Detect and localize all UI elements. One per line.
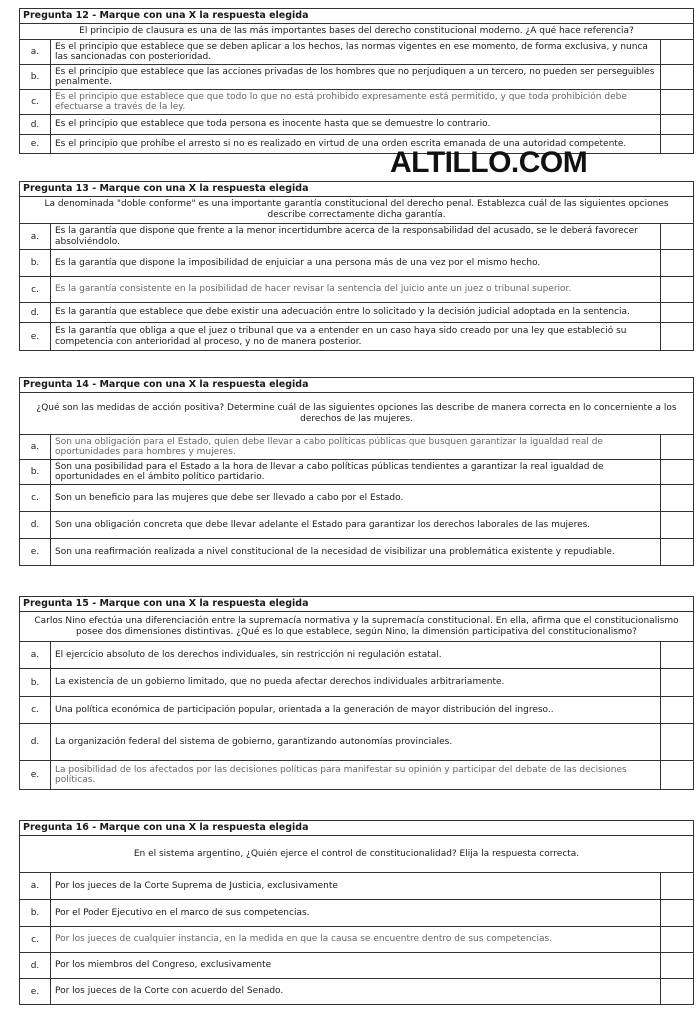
option-text: La posibilidad de los afectados por las decisiones políticas para manifestar su opinión y participar del debate de las decisiones políticas. bbox=[51, 761, 661, 789]
option-letter: b. bbox=[20, 460, 51, 484]
option-text: Es la garantía que dispone la imposibilidad de enjuiciar a una persona más de una vez por el mismo hecho. bbox=[51, 250, 661, 276]
answer-box-b[interactable] bbox=[661, 669, 693, 696]
option-text: Son una reafirmación realizada a nivel constitucional de la necesidad de visibilizar una problemática existente y repudiable. bbox=[51, 539, 661, 565]
answer-box-d[interactable] bbox=[661, 303, 693, 322]
option-text: Es el principio que establece que se deben aplicar a los hechos, las normas vigentes en ese momento, de forma exclusiva, y nunca las sancionadas con posterioridad. bbox=[51, 40, 661, 64]
answer-box-b[interactable] bbox=[661, 65, 693, 89]
answer-box-a[interactable] bbox=[661, 642, 693, 668]
option-letter: e. bbox=[20, 979, 51, 1004]
answer-box-e[interactable] bbox=[661, 323, 693, 350]
option-text: Es el principio que establece que toda persona es inocente hasta que se demuestre lo contrario. bbox=[51, 115, 661, 134]
option-row-c bbox=[20, 927, 693, 953]
answer-box-d[interactable] bbox=[661, 115, 693, 134]
question-header: Pregunta 15 - Marque con una X la respuesta elegida bbox=[20, 597, 693, 612]
answer-box-b[interactable] bbox=[661, 460, 693, 484]
answer-box-c[interactable] bbox=[661, 697, 693, 723]
option-text: Es la garantía que dispone que frente a la menor incertidumbre acerca de la responsabilidad del acusado, se le deberá favorecer absolviéndolo. bbox=[51, 224, 661, 249]
option-text: Son una obligación concreta que debe llevar adelante el Estado para garantizar los derechos laborales de las mujeres. bbox=[51, 512, 661, 538]
option-text: Por los jueces de la Corte con acuerdo del Senado. bbox=[51, 979, 661, 1004]
option-text: Es el principio que establece que que todo lo que no está prohibido expresamente está permitido, y que toda prohibición debe efectuarse a través de la ley. bbox=[51, 90, 661, 114]
option-row-a bbox=[20, 224, 693, 250]
option-row-e bbox=[20, 323, 693, 351]
answer-box-d[interactable] bbox=[661, 724, 693, 760]
question-stem: El principio de clausura es una de las más importantes bases del derecho constitucional moderno. ¿A qué hace referencia? bbox=[20, 24, 693, 40]
answer-box-e[interactable] bbox=[661, 761, 693, 789]
watermark-logo: ALTILLO.COM bbox=[390, 146, 588, 179]
option-row-b bbox=[20, 250, 693, 277]
question-14 bbox=[19, 377, 694, 566]
answer-box-a[interactable] bbox=[661, 873, 693, 899]
option-row-e bbox=[20, 135, 693, 154]
answer-box-e[interactable] bbox=[661, 979, 693, 1004]
question-16 bbox=[19, 820, 694, 1005]
option-letter: d. bbox=[20, 724, 51, 760]
answer-box-b[interactable] bbox=[661, 250, 693, 276]
answer-box-e[interactable] bbox=[661, 135, 693, 153]
option-text: El ejercicio absoluto de los derechos individuales, sin restricción ni regulación estatal. bbox=[51, 642, 661, 668]
option-text: Es la garantía que obliga a que el juez o tribunal que va a entender en un caso haya sido creado por una ley que estableció su competencia con anterioridad al proceso, y no de manera posterior. bbox=[51, 323, 661, 350]
option-text: Son un beneficio para las mujeres que debe ser llevado a cabo por el Estado. bbox=[51, 485, 661, 511]
option-letter: c. bbox=[20, 277, 51, 302]
option-text: Por los miembros del Congreso, exclusivamente bbox=[51, 953, 661, 978]
option-row-d bbox=[20, 953, 693, 979]
question-stem: En el sistema argentino, ¿Quién ejerce el control de constitucionalidad? Elija la respuesta correcta. bbox=[20, 836, 693, 873]
option-letter: b. bbox=[20, 669, 51, 696]
option-row-b bbox=[20, 900, 693, 927]
option-row-c bbox=[20, 277, 693, 303]
option-row-b bbox=[20, 65, 693, 90]
option-row-e bbox=[20, 761, 693, 790]
option-row-a bbox=[20, 642, 693, 669]
answer-box-d[interactable] bbox=[661, 953, 693, 978]
option-row-c bbox=[20, 485, 693, 512]
option-text: Es la garantía consistente en la posibilidad de hacer revisar la sentencia del juicio ante un juez o tribunal superior. bbox=[51, 277, 661, 302]
answer-box-a[interactable] bbox=[661, 224, 693, 249]
question-header: Pregunta 14 - Marque con una X la respuesta elegida bbox=[20, 378, 693, 393]
option-letter: c. bbox=[20, 485, 51, 511]
option-row-c bbox=[20, 697, 693, 724]
option-text: Por el Poder Ejecutivo en el marco de sus competencias. bbox=[51, 900, 661, 926]
answer-box-e[interactable] bbox=[661, 539, 693, 565]
option-letter: a. bbox=[20, 224, 51, 249]
option-text: Son una posibilidad para el Estado a la hora de llevar a cabo políticas públicas tendientes a garantizar la real igualdad de oportunidades en el ámbito político partidario. bbox=[51, 460, 661, 484]
option-text: Por los jueces de la Corte Suprema de Justicia, exclusivamente bbox=[51, 873, 661, 899]
option-row-e bbox=[20, 979, 693, 1005]
option-text: Son una obligación para el Estado, quien debe llevar a cabo políticas públicas que busquen garantizar la igualdad real de oportunidades para hombres y mujeres. bbox=[51, 435, 661, 459]
option-letter: d. bbox=[20, 303, 51, 322]
option-text: Por los jueces de cualquier instancia, en la medida en que la causa se encuentre dentro de sus competencias. bbox=[51, 927, 661, 952]
question-stem: Carlos Nino efectúa una diferenciación entre la supremacía normativa y la supremacía constitucional. En ella, afirma que el constitucionalismo posee dos dimensiones distintivas. ¿Qué es lo que establece, según Nino, la dimensión participativa del constitucionalismo? bbox=[20, 612, 693, 642]
option-letter: c. bbox=[20, 927, 51, 952]
option-text: La existencia de un gobierno limitado, que no pueda afectar derechos individuales arbitrariamente. bbox=[51, 669, 661, 696]
answer-box-c[interactable] bbox=[661, 485, 693, 511]
option-text: Es el principio que prohíbe el arresto si no es realizado en virtud de una orden escrita emanada de una autoridad competente. bbox=[51, 135, 661, 153]
option-letter: b. bbox=[20, 250, 51, 276]
question-15 bbox=[19, 596, 694, 790]
option-letter: e. bbox=[20, 539, 51, 565]
option-letter: d. bbox=[20, 953, 51, 978]
option-row-a bbox=[20, 873, 693, 900]
option-letter: a. bbox=[20, 40, 51, 64]
question-header: Pregunta 13 - Marque con una X la respuesta elegida bbox=[20, 182, 693, 197]
option-letter: e. bbox=[20, 761, 51, 789]
question-13 bbox=[19, 181, 694, 351]
option-row-d bbox=[20, 115, 693, 135]
option-text: La organización federal del sistema de gobierno, garantizando autonomías provinciales. bbox=[51, 724, 661, 760]
option-letter: d. bbox=[20, 115, 51, 134]
option-row-b bbox=[20, 669, 693, 697]
answer-box-c[interactable] bbox=[661, 927, 693, 952]
option-letter: a. bbox=[20, 435, 51, 459]
answer-box-c[interactable] bbox=[661, 90, 693, 114]
option-letter: c. bbox=[20, 697, 51, 723]
option-row-e bbox=[20, 539, 693, 566]
option-letter: e. bbox=[20, 323, 51, 350]
option-letter: d. bbox=[20, 512, 51, 538]
option-letter: a. bbox=[20, 642, 51, 668]
answer-box-b[interactable] bbox=[661, 900, 693, 926]
option-text: Es el principio que establece que las acciones privadas de los hombres que no perjudiquen a un tercero, no pueden ser perseguibles penalmente. bbox=[51, 65, 661, 89]
option-row-d bbox=[20, 724, 693, 761]
option-row-c bbox=[20, 90, 693, 115]
option-text: Es la garantía que establece que debe existir una adecuación entre lo solicitado y la decisión judicial adoptada en la sentencia. bbox=[51, 303, 661, 322]
option-row-d bbox=[20, 303, 693, 323]
option-letter: b. bbox=[20, 65, 51, 89]
option-letter: c. bbox=[20, 90, 51, 114]
answer-box-d[interactable] bbox=[661, 512, 693, 538]
question-header: Pregunta 16 - Marque con una X la respuesta elegida bbox=[20, 821, 693, 836]
option-row-a bbox=[20, 40, 693, 65]
option-row-b bbox=[20, 460, 693, 485]
answer-box-a[interactable] bbox=[661, 435, 693, 459]
question-12 bbox=[19, 8, 694, 154]
question-stem: ¿Qué son las medidas de acción positiva? Determine cuál de las siguientes opciones las describe de manera correcta en lo concerniente a los derechos de las mujeres. bbox=[20, 393, 693, 435]
question-header: Pregunta 12 - Marque con una X la respuesta elegida bbox=[20, 9, 693, 24]
option-row-a bbox=[20, 435, 693, 460]
answer-box-c[interactable] bbox=[661, 277, 693, 302]
option-row-d bbox=[20, 512, 693, 539]
answer-box-a[interactable] bbox=[661, 40, 693, 64]
option-letter: e. bbox=[20, 135, 51, 153]
option-text: Una política económica de participación popular, orientada a la generación de mayor distribución del ingreso.. bbox=[51, 697, 661, 723]
option-letter: a. bbox=[20, 873, 51, 899]
question-stem: La denominada "doble conforme" es una importante garantía constitucional del derecho penal. Establezca cuál de las siguientes opciones describe correctamente dicha garantía. bbox=[20, 197, 693, 224]
option-letter: b. bbox=[20, 900, 51, 926]
